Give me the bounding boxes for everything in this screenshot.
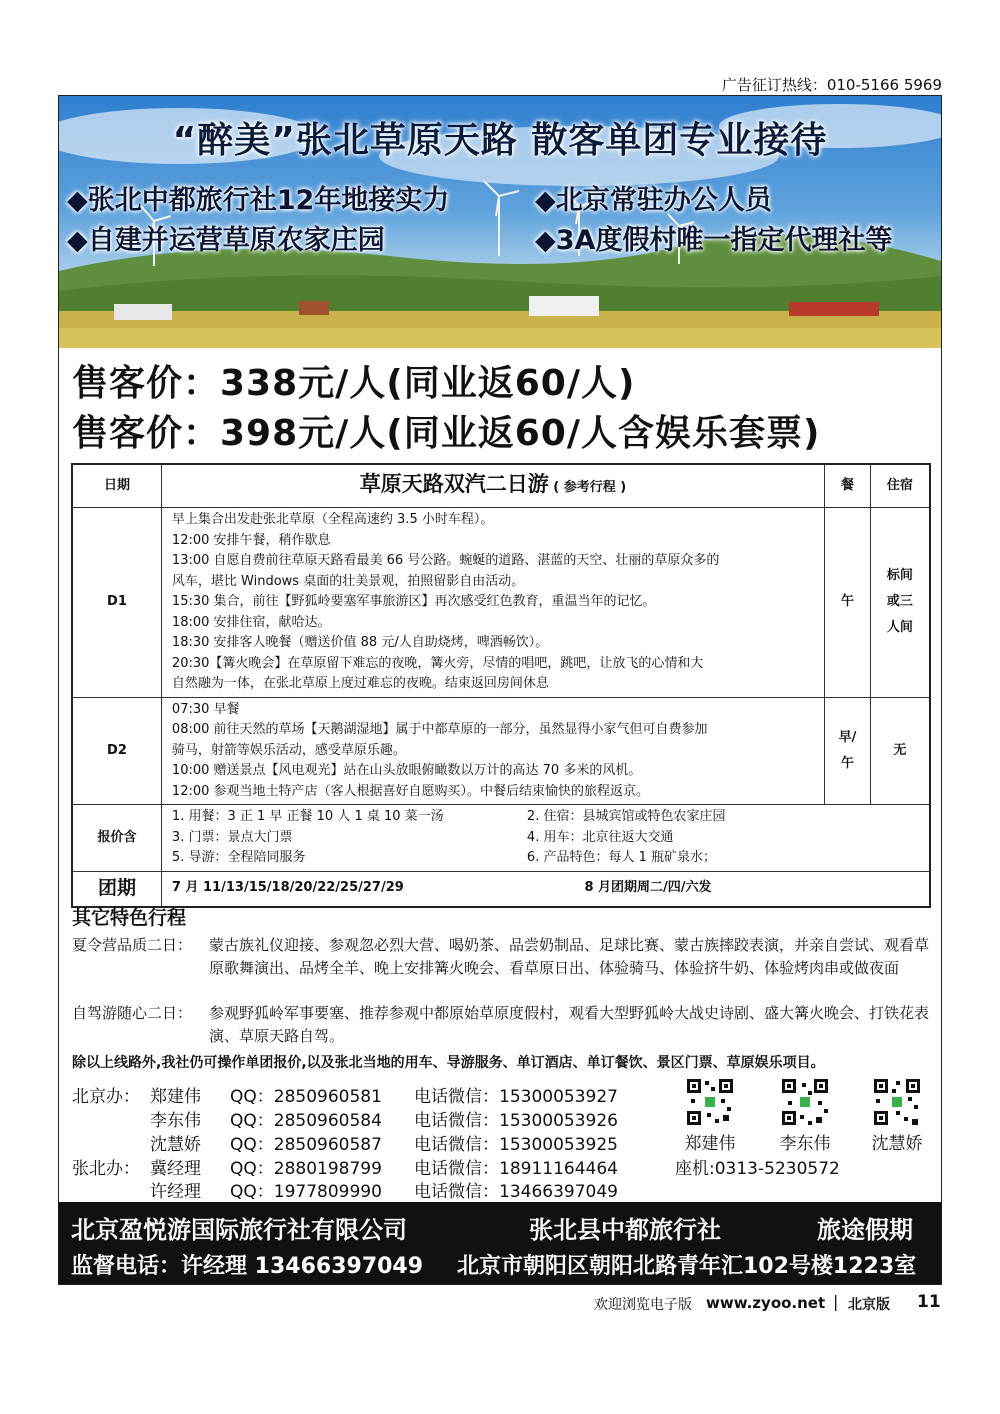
itinerary-note: ( 参考行程 ): [553, 479, 627, 495]
zhangbei-office-label: 张北办：: [72, 1159, 140, 1179]
contact-phone: 电话微信：15300053925: [414, 1135, 618, 1155]
stay-text: 无: [893, 742, 907, 758]
other-item-selfdrive: [72, 1002, 932, 1048]
site-link[interactable]: www.zyoo.net: [706, 1294, 826, 1312]
tour-dates-row: [72, 871, 930, 907]
include-item: 3. 门票：景点大门票: [171, 829, 293, 845]
day-meal: [825, 697, 871, 805]
itinerary-title: 草原天路双汽二日游: [359, 471, 549, 496]
contact-phone: 电话微信：18911164464: [414, 1159, 618, 1179]
stay-text: 或三: [886, 594, 913, 610]
schedule-line: 早上集合出发赴张北草原（全程高速约 3.5 小时车程）。: [171, 512, 494, 527]
contact-name: 沈慧娇: [150, 1135, 201, 1155]
day-schedule: [161, 508, 824, 698]
contact-qq: QQ：2880198799: [230, 1159, 382, 1179]
qr-name: 沈慧娇: [871, 1134, 923, 1154]
contact-name: 许经理: [150, 1182, 201, 1202]
contact-qq: QQ：2850960584: [230, 1111, 382, 1131]
contact-phone: 电话微信：15300053926: [414, 1111, 618, 1131]
company-footer: [59, 1202, 941, 1284]
qr-name: 李东伟: [779, 1134, 831, 1154]
day-row-d2: [72, 697, 930, 805]
price-line-1: 售客价：338元/人(同业返60/人): [72, 363, 636, 404]
other-item-value: 参观野狐岭军事要塞、推荐参观中都原始草原度假村，观看大型野狐岭大战史诗剧、盛大篝火晚会、打铁花表演、草原天路自驾。: [209, 1004, 930, 1045]
tour-dates: [161, 871, 930, 907]
banner-feature-2: ◆北京常驻办公人员: [535, 185, 772, 216]
banner-title: “醉美”张北草原天路 散客单团专业接待: [172, 120, 828, 161]
other-item-key: 自驾游随心二日：: [72, 1004, 193, 1022]
supervise-phone: 监督电话：许经理 13466397049: [71, 1254, 424, 1279]
tour-dates-label: 团期: [72, 871, 161, 907]
qr-code-icon: [685, 1077, 735, 1127]
schedule-line: 07:30 早餐: [171, 701, 240, 717]
contact-name: 李东伟: [150, 1111, 201, 1131]
banner: [59, 96, 941, 348]
include-item: 6. 产品特色：每人 1 瓶矿泉水；: [526, 850, 716, 865]
meal-text: 午: [840, 755, 854, 771]
table-header: [72, 464, 930, 508]
includes-list: [161, 805, 930, 872]
includes-label: 报价含: [72, 805, 161, 872]
schedule-line: 12:00 安排午餐，稍作歇息: [171, 532, 331, 548]
header-stay: 住宿: [870, 464, 930, 508]
schedule-line: 13:00 自愿自费前往草原天路看最美 66 号公路。蜿蜒的道路、湛蓝的天空、壮丽的草原众多的: [171, 553, 720, 568]
day-label: D2: [72, 697, 161, 805]
schedule-line: 18:30 安排客人晚餐（赠送价值 88 元/人自助烧烤，啤酒畅饮）。: [171, 635, 549, 650]
stay-text: 人间: [886, 620, 913, 636]
contact-phone: 电话微信：15300053927: [414, 1087, 618, 1107]
tour-dates-august: 8 月团期周二/四/六发: [584, 880, 712, 896]
other-item-value: 蒙古族礼仪迎接、参观忽必烈大营、喝奶茶、品尝奶制品、足球比赛、蒙古族摔跤表演，并亲自尝试、观看草原歌舞演出、品烤全羊、晚上安排篝火晚会、看草原日出、体验骑马、体验挤牛奶、体验烤肉串或做夜面: [209, 936, 930, 977]
includes-row: [72, 805, 930, 872]
edition-label: 北京版: [848, 1297, 890, 1313]
schedule-line: 骑马，射箭等娱乐活动，感受草原乐趣。: [171, 742, 406, 758]
schedule-line: 10:00 赠送景点【风电观光】站在山头放眼俯瞰数以万计的高达 70 多米的风机。: [171, 763, 642, 778]
day-stay: [870, 508, 930, 698]
day-label: D1: [72, 508, 161, 698]
day-meal: [825, 508, 871, 698]
beijing-office-label: 北京办：: [72, 1087, 140, 1107]
banner-feature-4: ◆3A度假村唯一指定代理社等: [535, 225, 893, 256]
tour-dates-july: 7 月 11/13/15/18/20/22/25/27/29: [171, 880, 404, 896]
other-item-key: 夏令营品质二日：: [72, 936, 193, 954]
schedule-line: 自然融为一体，在张北草原上度过难忘的夜晚。结束返回房间休息: [171, 676, 549, 691]
other-item-summer: [72, 934, 932, 980]
company-name-3: 旅途假期: [817, 1216, 913, 1244]
banner-feature-1: ◆张北中都旅行社12年地接实力: [67, 185, 450, 216]
schedule-line: 18:00 安排住宿，献哈达。: [171, 614, 331, 630]
itinerary-table: [71, 463, 931, 908]
company-name-1: 北京盈悦游国际旅行社有限公司: [71, 1216, 407, 1244]
qr-code-icon: [780, 1077, 830, 1127]
include-item: 5. 导游：全程陪同服务: [171, 850, 306, 865]
footer-divider: |: [833, 1292, 839, 1311]
page-number: 11: [917, 1292, 941, 1312]
schedule-line: 08:00 前往天然的草场【天鹅湖湿地】属于中都草原的一部分，虽然显得小家气但可自费参加: [171, 722, 708, 737]
qr-code-icon: [872, 1077, 922, 1127]
ad-hotline: 广告征订热线：010-5166 5969: [721, 76, 942, 94]
contact-name: 冀经理: [150, 1159, 201, 1179]
day-stay: [870, 697, 930, 805]
contact-qq: QQ：2850960587: [230, 1135, 382, 1155]
schedule-line: 15:30 集合，前往【野狐岭要塞军事旅游区】再次感受红色教育，重温当年的记忆。: [171, 594, 656, 609]
browse-text: 欢迎浏览电子版: [594, 1297, 692, 1313]
contact-qq: QQ：2850960581: [230, 1087, 382, 1107]
include-item: 2. 住宿：县城宾馆或特色农家庄园: [526, 809, 726, 824]
company-name-2: 张北县中都旅行社: [529, 1216, 721, 1244]
schedule-line: 12:00 参观当地土特产店（客人根据喜好自愿购买）。中餐后结束愉快的旅程返京。: [171, 783, 650, 799]
landline-number: 座机:0313-5230572: [675, 1159, 840, 1179]
schedule-line: 20:30【篝火晚会】在草原留下难忘的夜晚，篝火旁，尽情的唱吧，跳吧，让放飞的心情和大: [171, 655, 704, 671]
stay-text: 标间: [886, 568, 913, 584]
schedule-line: 风车，堪比 Windows 桌面的壮美景观，拍照留影自由活动。: [171, 573, 525, 589]
other-section-title: 其它特色行程: [72, 907, 187, 929]
include-item: 1. 用餐：3 正 1 早 正餐 10 人 1 桌 10 菜一汤: [171, 809, 444, 824]
header-date: 日期: [72, 464, 161, 508]
header-meal: 餐: [825, 464, 871, 508]
day-row-d1: [72, 508, 930, 698]
price-line-2: 售客价：398元/人(同业返60/人含娱乐套票): [72, 413, 821, 454]
contact-phone: 电话微信：13466397049: [414, 1182, 618, 1202]
day-schedule: [161, 697, 824, 805]
contact-name: 郑建伟: [150, 1087, 201, 1107]
header-title: [161, 464, 824, 508]
contact-qq: QQ：1977809990: [230, 1182, 382, 1202]
meal-text: 午: [840, 594, 854, 610]
include-item: 4. 用车：北京往返大交通: [526, 829, 674, 845]
service-notice: 除以上线路外,我社仍可操作单团报价,以及张北当地的用车、导游服务、单订酒店、单订餐饮、景区门票、草原娱乐项目。: [72, 1055, 825, 1071]
qr-name: 郑建伟: [684, 1134, 736, 1154]
meal-text: 早/: [838, 729, 857, 745]
banner-feature-3: ◆自建并运营草原农家庄园: [67, 225, 385, 256]
company-address: 北京市朝阳区朝阳北路青年汇102号楼1223室: [457, 1254, 917, 1279]
